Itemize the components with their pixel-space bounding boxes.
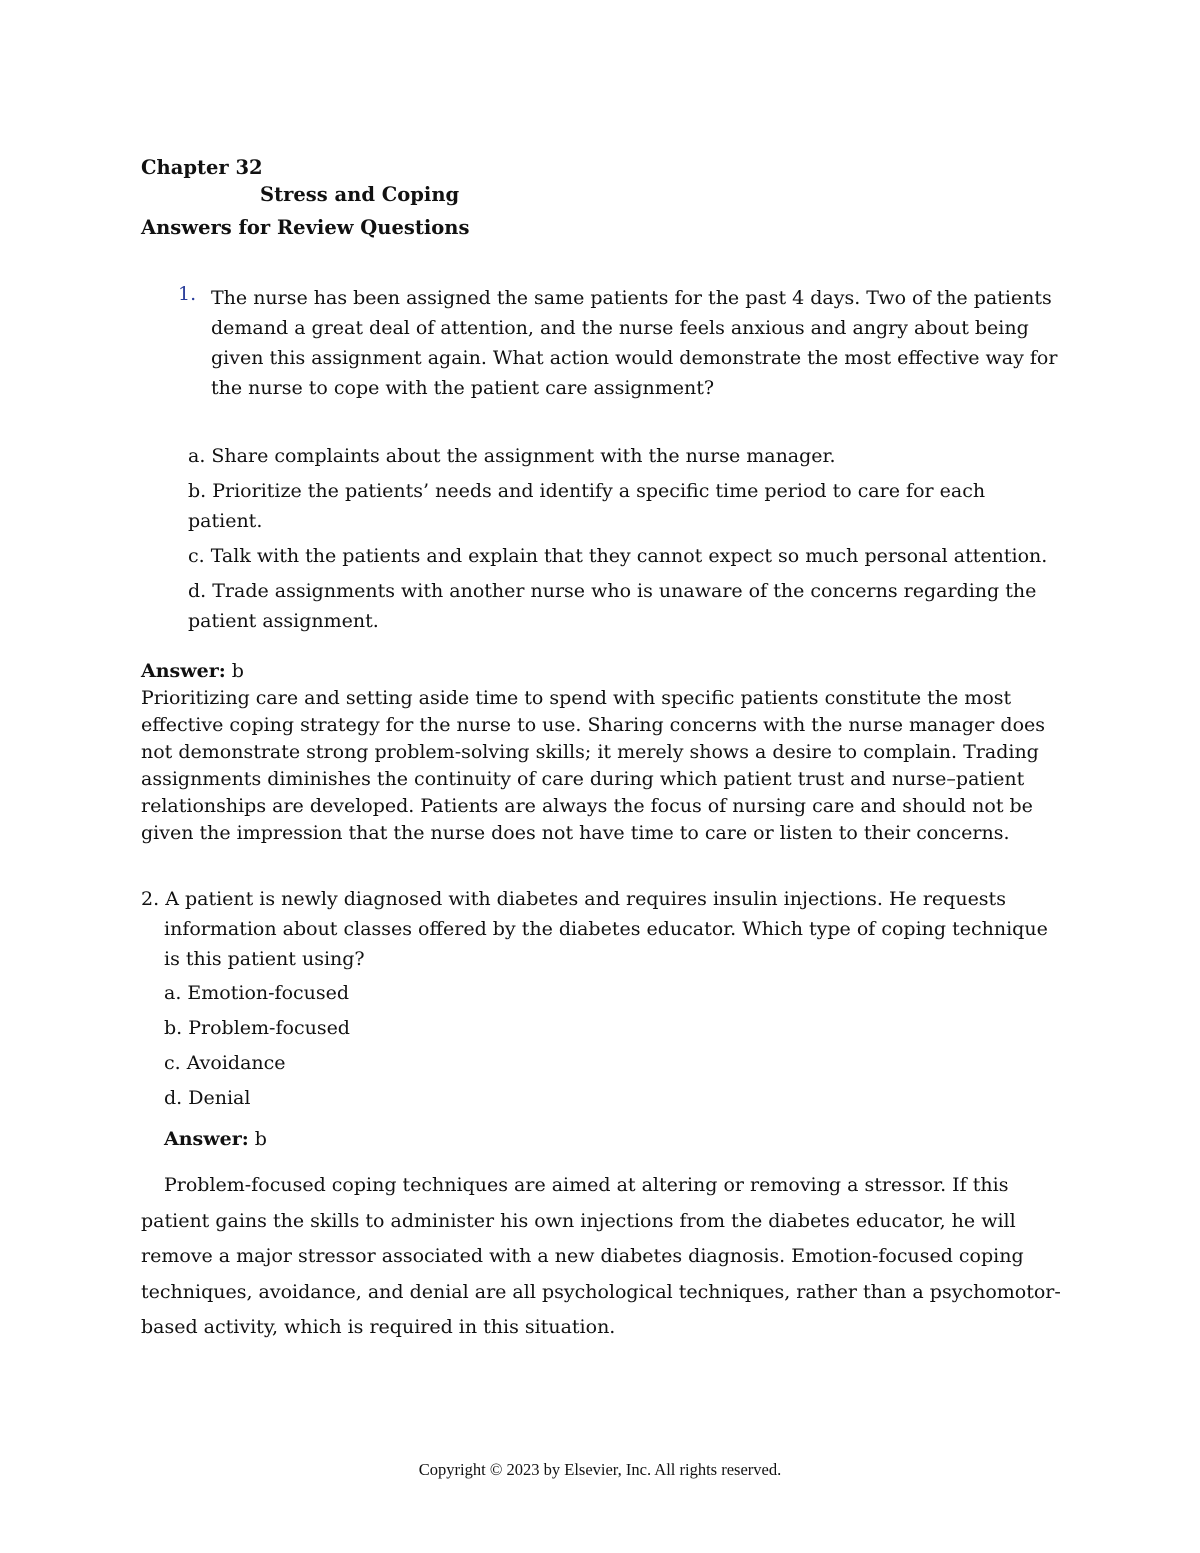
question-1-number: 1.	[178, 283, 197, 305]
question-2-stem-rest: information about classes offered by the diabetes educator. Which type of coping technique is this patient using?	[164, 918, 1048, 970]
question-2-stem-first	[141, 884, 1071, 914]
question-2-stem-first-text: A patient is newly diagnosed with diabetes and requires insulin injections. He requests	[165, 888, 1006, 910]
question-2	[141, 884, 1071, 974]
question-2-answer-label: Answer:	[164, 1128, 249, 1150]
question-1-option-d: d. Trade assignments with another nurse who is unaware of the concerns regarding the patient assignment.	[188, 580, 1037, 632]
question-2-option-b: b. Problem-focused	[164, 1017, 350, 1039]
chapter-title: Chapter 32	[141, 156, 263, 179]
chapter-subtitle: Stress and Coping	[260, 183, 460, 206]
question-1-stem: The nurse has been assigned the same patients for the past 4 days. Two of the patients demand a great deal of attention, and the nurse feels anxious and angry about being given this assignment again. What action would demonstrate the most effective way for the nurse to cope with the patient care assignment?	[211, 287, 1058, 399]
question-1-option-b: b. Prioritize the patients’ needs and identify a specific time period to care for each patient.	[188, 480, 986, 532]
question-1-option-c: c. Talk with the patients and explain that they cannot expect so much personal attention.	[188, 545, 1048, 567]
question-1-answer-block	[141, 658, 1071, 847]
question-1-answer	[141, 658, 1071, 685]
question-2-answer-value: b	[248, 1128, 267, 1150]
question-2-option-d: d. Denial	[164, 1087, 251, 1109]
question-2-number: 2.	[141, 888, 160, 910]
question-1-answer-value: b	[225, 660, 244, 682]
question-2-answer	[164, 1124, 267, 1154]
copyright-footer: Copyright © 2023 by Elsevier, Inc. All rights reserved.	[418, 1460, 782, 1479]
question-1-answer-label: Answer:	[141, 660, 226, 682]
question-1	[141, 283, 1071, 403]
question-1-option-a: a. Share complaints about the assignment with the nurse manager.	[188, 445, 836, 467]
question-1-options	[188, 441, 1048, 641]
question-2-option-a: a. Emotion-focused	[164, 982, 350, 1004]
question-2-option-c: c. Avoidance	[164, 1052, 286, 1074]
section-heading: Answers for Review Questions	[141, 216, 470, 239]
question-1-rationale: Prioritizing care and setting aside time to spend with specific patients constitute the most effective coping strategy for the nurse to use. Sharing concerns with the nurse manager does not demonstrate strong problem-solving skills; it merely shows a desire to complain. Trading assignments diminishes the continuity of care during which patient trust and nurse–patient relationships are developed. Patients are always the focus of nursing care and should not be given the impression that the nurse does not have time to care or listen to their concerns.	[141, 687, 1046, 844]
question-2-rationale: Problem-focused coping techniques are aimed at altering or removing a stressor. If this patient gains the skills to administer his own injections from the diabetes educator, he will remove a major stressor associated with a new diabetes diagnosis. Emotion-focused coping techniques, avoidance, and denial are all psychological techniques, rather than a psychomotor-based activity, which is required in this situation.	[141, 1174, 1061, 1338]
question-2-options	[164, 978, 350, 1118]
